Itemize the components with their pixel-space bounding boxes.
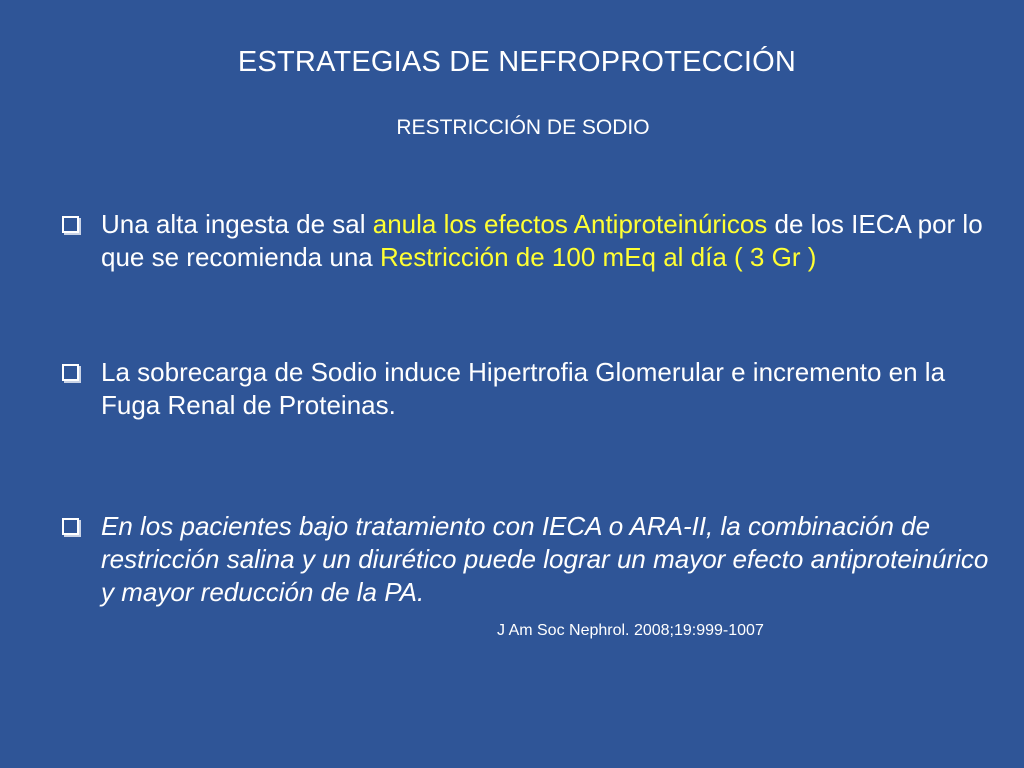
bullet-segment-highlight: anula los efectos Antiproteinúricos [372, 209, 768, 239]
bullet-segment-plain: de los IECA por lo que se recomienda una [101, 209, 983, 272]
bullet-segment-highlight: Restricción de 100 mEq al día ( 3 Gr ) [379, 242, 817, 272]
slide-title: ESTRATEGIAS DE NEFROPROTECCIÓN [237, 46, 797, 78]
bullet-text [101, 208, 990, 274]
bullet-item-1 [60, 208, 990, 274]
bullet-segment-plain: Una alta ingesta de sal [101, 209, 373, 239]
bullet-item-2 [60, 356, 990, 422]
checkbox-bullet-icon [62, 364, 79, 381]
checkbox-bullet-icon [62, 518, 79, 535]
bullet-text: En los pacientes bajo tratamiento con IECA o ARA-II, la combinación de restricción salina y un diurético puede lograr un mayor efecto antiproteinúrico y mayor reducción de la PA. [101, 511, 989, 607]
slide-subtitle: RESTRICCIÓN DE SODIO [396, 116, 650, 139]
checkbox-bullet-icon [62, 216, 79, 233]
bullet-item-3 [60, 510, 990, 609]
bullet-text: La sobrecarga de Sodio induce Hipertrofia Glomerular e incremento en la Fuga Renal de Proteinas. [101, 357, 946, 420]
citation-reference: J Am Soc Nephrol. 2008;19:999-1007 [497, 622, 764, 639]
